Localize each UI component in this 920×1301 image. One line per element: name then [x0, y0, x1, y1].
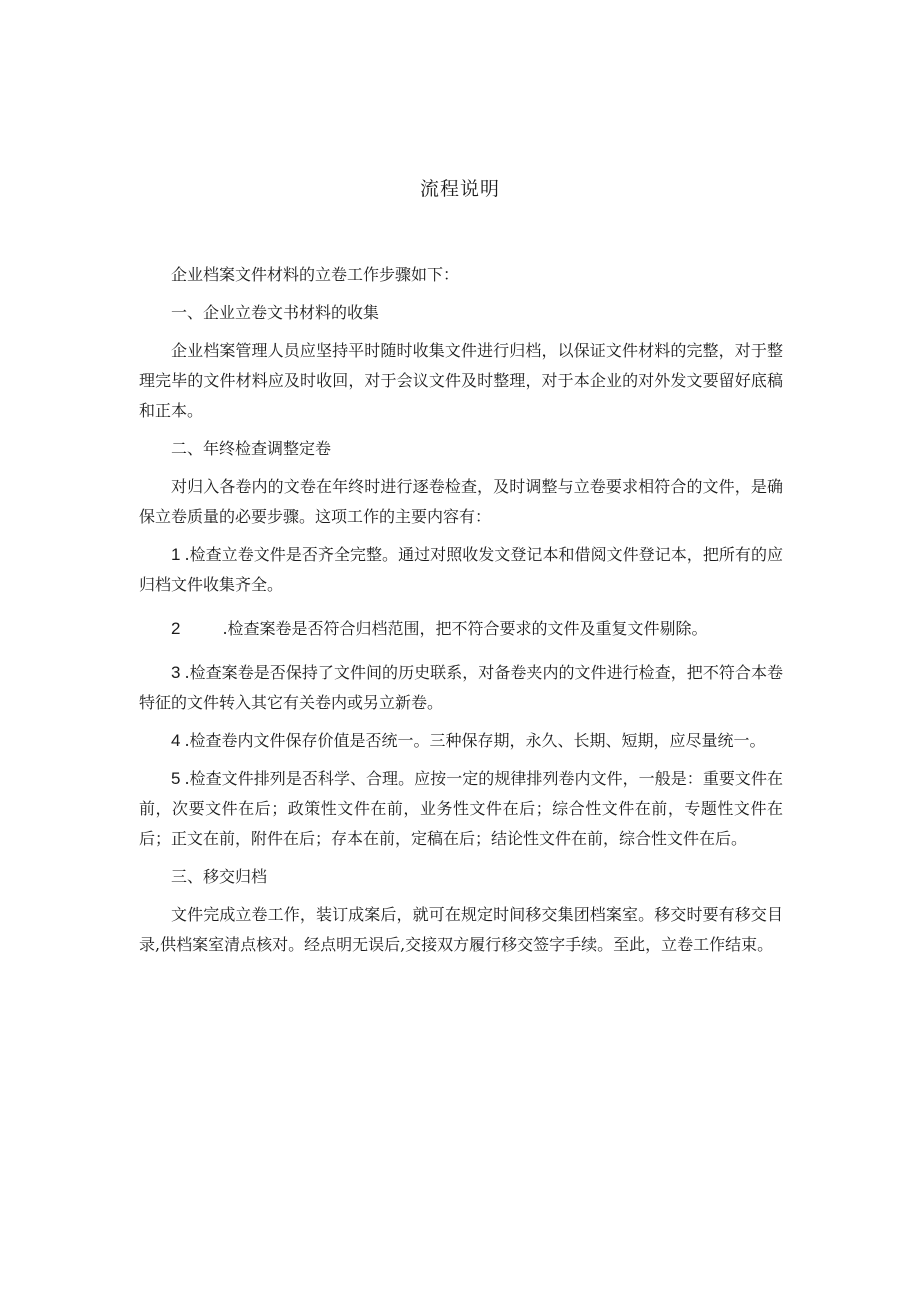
list-item [139, 764, 783, 854]
list-item [139, 658, 783, 718]
list-item-text: .检查文件排列是否科学、合理。应按一定的规律排列卷内文件，一般是：重要文件在前，次要文件在后；政策性文件在前，业务性文件在后；综合性文件在前，专题性文件在后；正文在前，附件在后；存本在前，定稿在后；结论性文件在前，综合性文件在后。 [139, 769, 783, 848]
section1-heading: 一、企业立卷文书材料的收集 [171, 303, 380, 322]
list-item-number: 2 [171, 619, 181, 638]
list-item-number: 1 [171, 545, 181, 564]
list-item-text: .检查案卷是否符合归档范围，把不符合要求的文件及重复文件剔除。 [222, 619, 708, 638]
document-body [139, 260, 783, 968]
section3-paragraph: 文件完成立卷工作，装订成案后，就可在规定时间移交集团档案室。移交时要有移交目录,供档案室清点核对。经点明无误后,交接双方履行移交签字手续。至此，立卷工作结束。 [139, 905, 783, 954]
list-item-number: 5 [171, 769, 181, 788]
list-item [139, 614, 783, 644]
list-item [139, 726, 783, 756]
section1-paragraph: 企业档案管理人员应坚持平时随时收集文件进行归档，以保证文件材料的完整，对于整理完毕的文件材料应及时收回，对于会议文件及时整理，对于本企业的对外发文要留好底稿和正本。 [139, 341, 783, 420]
section3-heading: 三、移交归档 [171, 867, 268, 886]
section2-paragraph: 对归入各卷内的文卷在年终时进行逐卷检查，及时调整与立卷要求相符合的文件，是确保立卷质量的必要步骤。这项工作的主要内容有： [139, 477, 783, 526]
intro-paragraph: 企业档案文件材料的立卷工作步骤如下： [171, 265, 460, 284]
list-item-text: .检查卷内文件保存价值是否统一。三种保存期，永久、长期、短期，应尽量统一。 [184, 731, 766, 750]
section2-heading: 二、年终检查调整定卷 [171, 439, 332, 458]
list-item [139, 540, 783, 600]
list-item-number: 4 [171, 731, 181, 750]
list-item-text: .检查案卷是否保持了文件间的历史联系，对备卷夹内的文件进行检查，把不符合本卷特征的文件转入其它有关卷内或另立新卷。 [139, 663, 783, 712]
list-item-number: 3 [171, 663, 181, 682]
document-title: 流程说明 [419, 178, 500, 200]
list-item-text: .检查立卷文件是否齐全完整。通过对照收发文登记本和借阅文件登记本，把所有的应归档文件收集齐全。 [139, 545, 783, 594]
